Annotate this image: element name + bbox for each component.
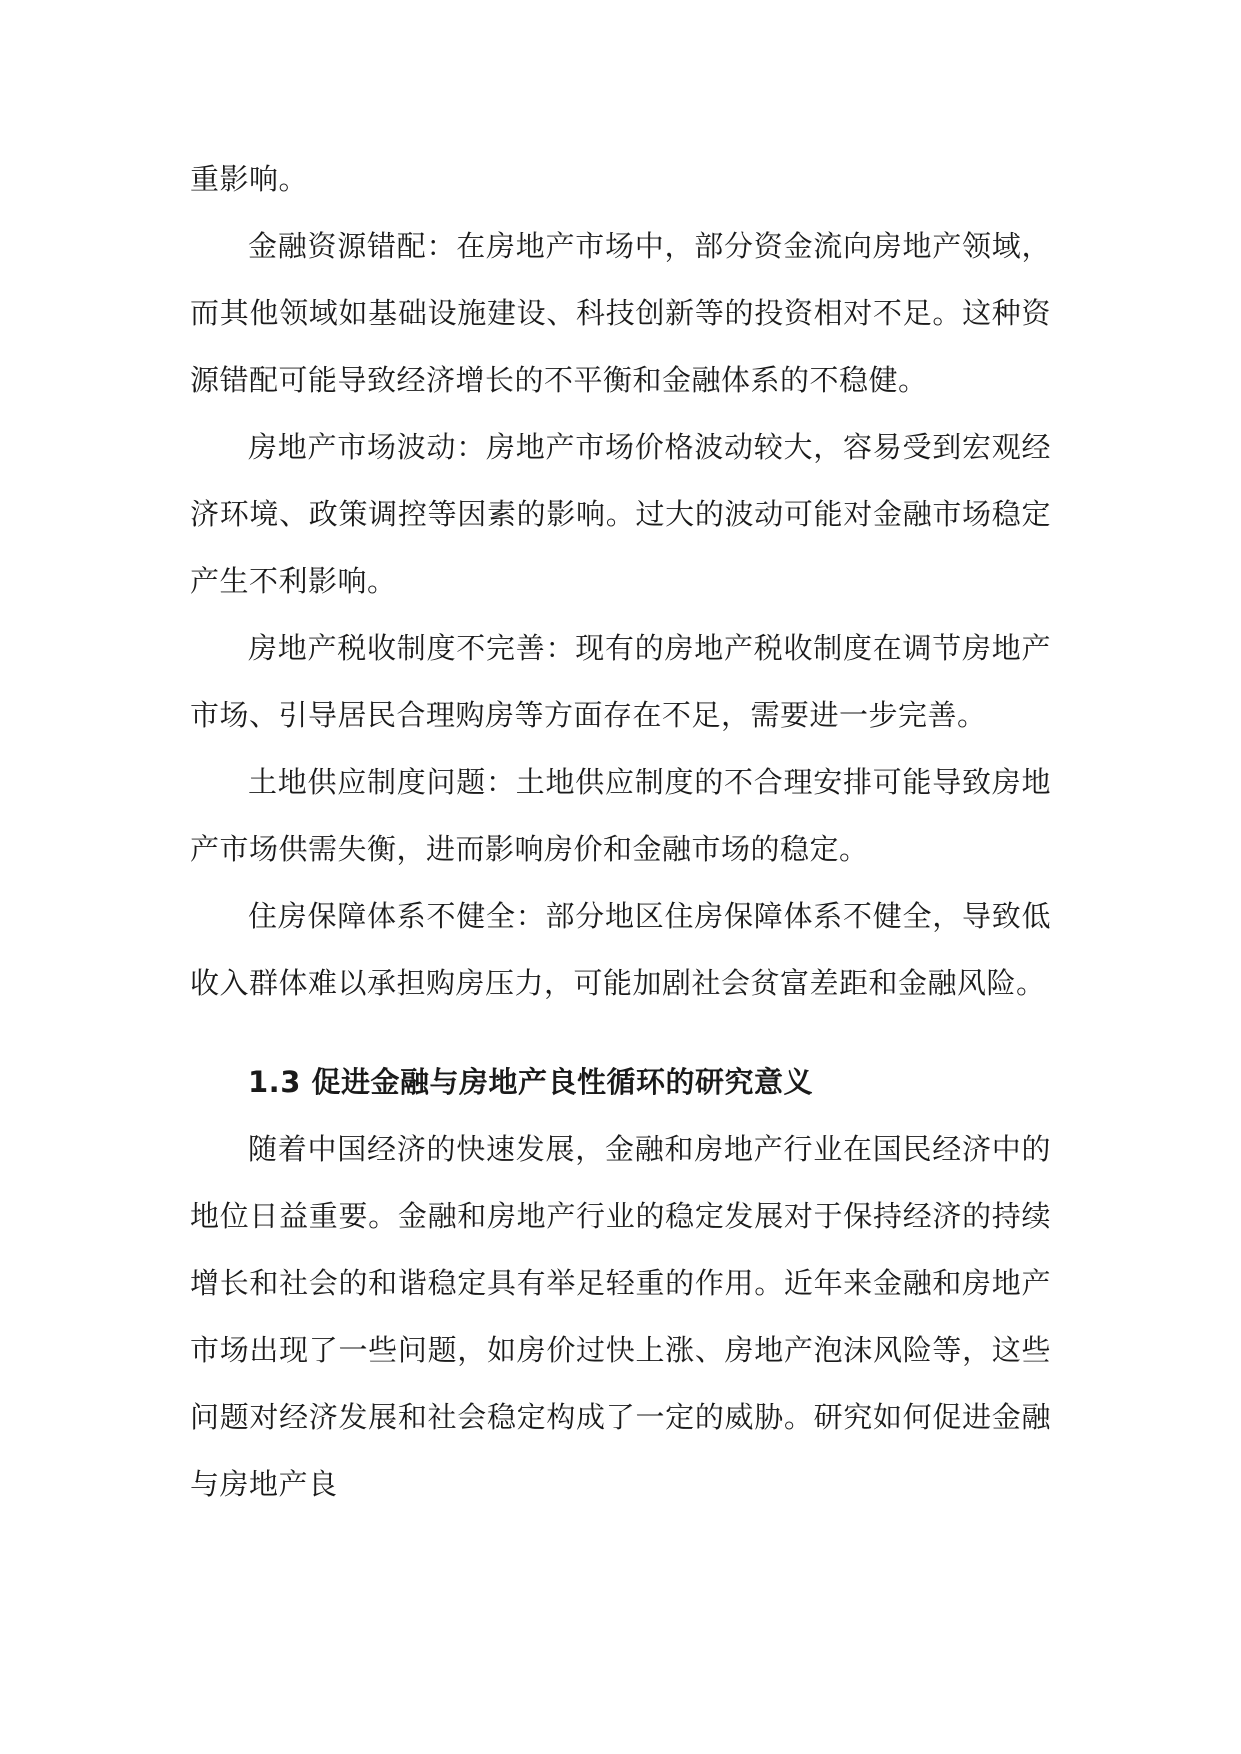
paragraph-research-significance: 随着中国经济的快速发展，金融和房地产行业在国民经济中的地位日益重要。金融和房地产行业的稳定发展对于保持经济的持续增长和社会的和谐稳定具有举足轻重的作用。近年来金融和房地产市场出现了一些问题，如房价过快上涨、房地产泡沫风险等，这些问题对经济发展和社会稳定构成了一定的威胁。研究如何促进金融与房地产良 bbox=[190, 1132, 1051, 1501]
paragraph-land-supply: 土地供应制度问题：土地供应制度的不合理安排可能导致房地产市场供需失衡，进而影响房价和金融市场的稳定。 bbox=[190, 765, 1051, 866]
paragraph-continuation: 重影响。 bbox=[190, 162, 309, 196]
paragraph-financial-misallocation: 金融资源错配：在房地产市场中，部分资金流向房地产领域，而其他领域如基础设施建设、科技创新等的投资相对不足。这种资源错配可能导致经济增长的不平衡和金融体系的不稳健。 bbox=[190, 229, 1051, 397]
paragraph-market-volatility: 房地产市场波动：房地产市场价格波动较大，容易受到宏观经济环境、政策调控等因素的影响。过大的波动可能对金融市场稳定产生不利影响。 bbox=[190, 430, 1051, 598]
paragraph-tax-system: 房地产税收制度不完善：现有的房地产税收制度在调节房地产市场、引导居民合理购房等方面存在不足，需要进一步完善。 bbox=[190, 631, 1051, 732]
paragraph-housing-security: 住房保障体系不健全：部分地区住房保障体系不健全，导致低收入群体难以承担购房压力，可能加剧社会贫富差距和金融风险。 bbox=[190, 899, 1051, 1000]
section-heading: 1.3 促进金融与房地产良性循环的研究意义 bbox=[248, 1065, 813, 1099]
